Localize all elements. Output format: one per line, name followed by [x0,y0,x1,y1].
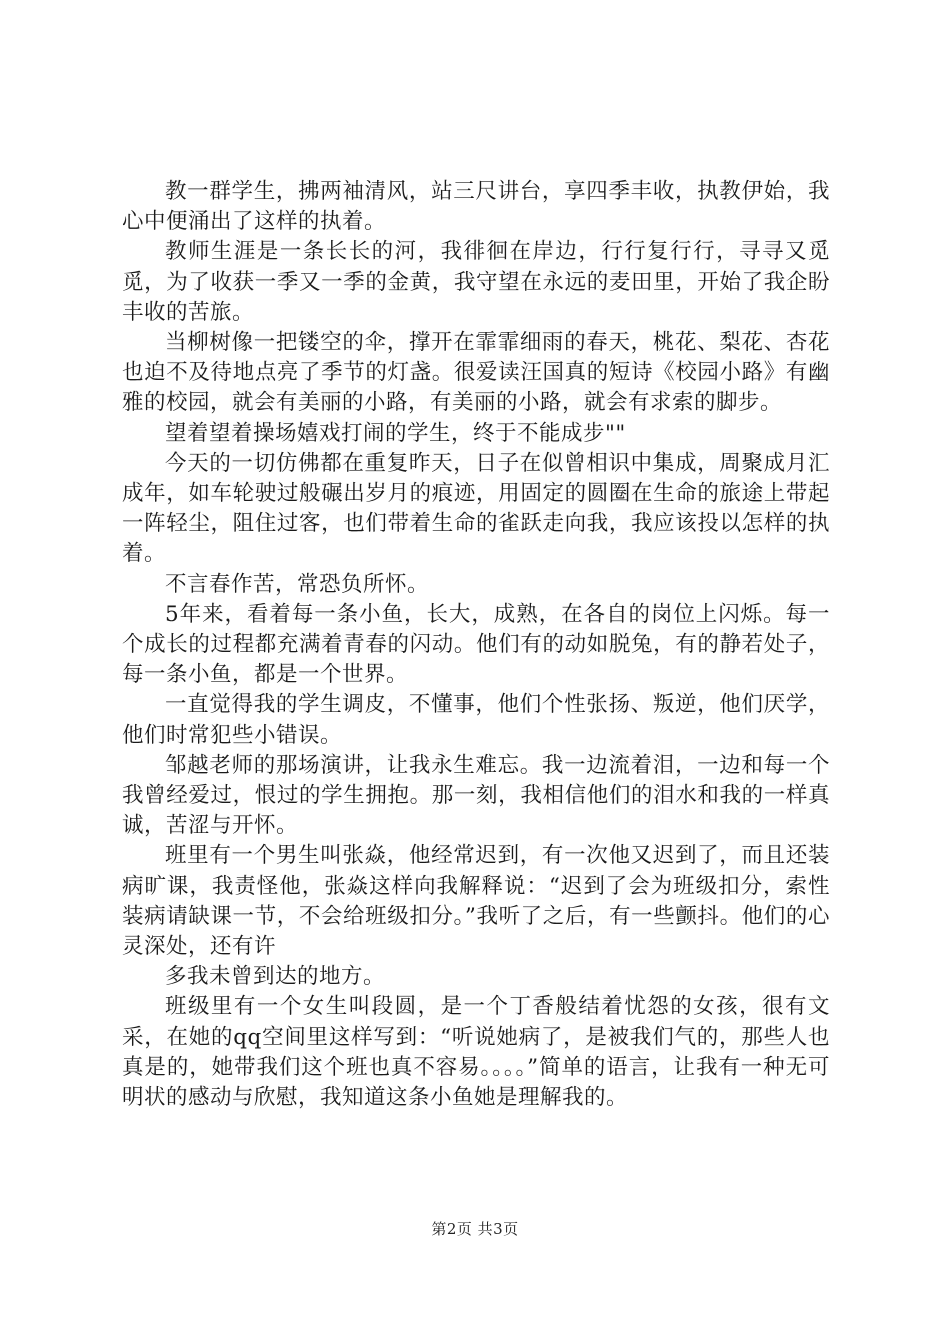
document-body [122,177,830,1113]
paragraph-6: 不言春作苦，常恐负所怀。 [165,571,430,597]
paragraph-2: 教师生涯是一条长长的河，我徘徊在岸边，行行复行行，寻寻又觅觅，为了收获一季又一季的金黄，我守望在永远的麦田里，开始了我企盼丰收的苦旅。 [122,239,830,325]
paragraph-10: 班里有一个男生叫张焱，他经常迟到，有一次他又迟到了，而且还装病旷课，我责怪他，张焱这样向我解释说：“迟到了会为班级扣分，索性装病请缺课一节，不会给班级扣分。”我听了之后，有一些颤抖。他们的心灵深处，还有许 [122,843,830,960]
paragraph-7: 5年来，看着每一条小鱼，长大，成熟，在各自的岗位上闪烁。每一个成长的过程都充满着青春的闪动。他们有的动如脱兔，有的静若处子，每一条小鱼，都是一个世界。 [122,601,830,688]
paragraph-4: 望着望着操场嬉戏打闹的学生，终于不能成步"" [165,420,626,446]
paragraph-11: 多我未曾到达的地方。 [165,964,386,990]
paragraph-3: 当柳树像一把镂空的伞，撑开在霏霏细雨的春天，桃花、梨花、杏花也迫不及待地点亮了季节的灯盏。很爱读汪国真的短诗《校园小路》有幽雅的校园，就会有美丽的小路，有美丽的小路，就会有求索的脚步。 [122,330,830,416]
paragraph-12: 班级里有一个女生叫段圆，是一个丁香般结着忧怨的女孩，很有文采，在她的qq空间里这样写到：“听说她病了，是被我们气的，那些人也真是的，她带我们这个班也真不容易。。。。”简单的语言，让我有一种无可明状的感动与欣慰，我知道这条小鱼她是理解我的。 [122,994,830,1111]
paragraph-1: 教一群学生，拂两袖清风，站三尺讲台，享四季丰收，执教伊始，我心中便涌出了这样的执着。 [122,179,830,235]
paragraph-8: 一直觉得我的学生调皮，不懂事，他们个性张扬、叛逆，他们厌学，他们时常犯些小错误。 [122,692,830,748]
page-number-footer: 第2页 共3页 [431,1220,519,1238]
paragraph-9: 邹越老师的那场演讲，让我永生难忘。我一边流着泪，一边和每一个我曾经爱过，恨过的学生拥抱。那一刻，我相信他们的泪水和我的一样真诚，苦涩与开怀。 [122,752,830,839]
paragraph-5: 今天的一切仿佛都在重复昨天，日子在似曾相识中集成，周聚成月汇成年，如车轮驶过般碾出岁月的痕迹，用固定的圆圈在生命的旅途上带起一阵轻尘，阻住过客，也们带着生命的雀跃走向我，我应该投以怎样的执着。 [122,450,830,567]
